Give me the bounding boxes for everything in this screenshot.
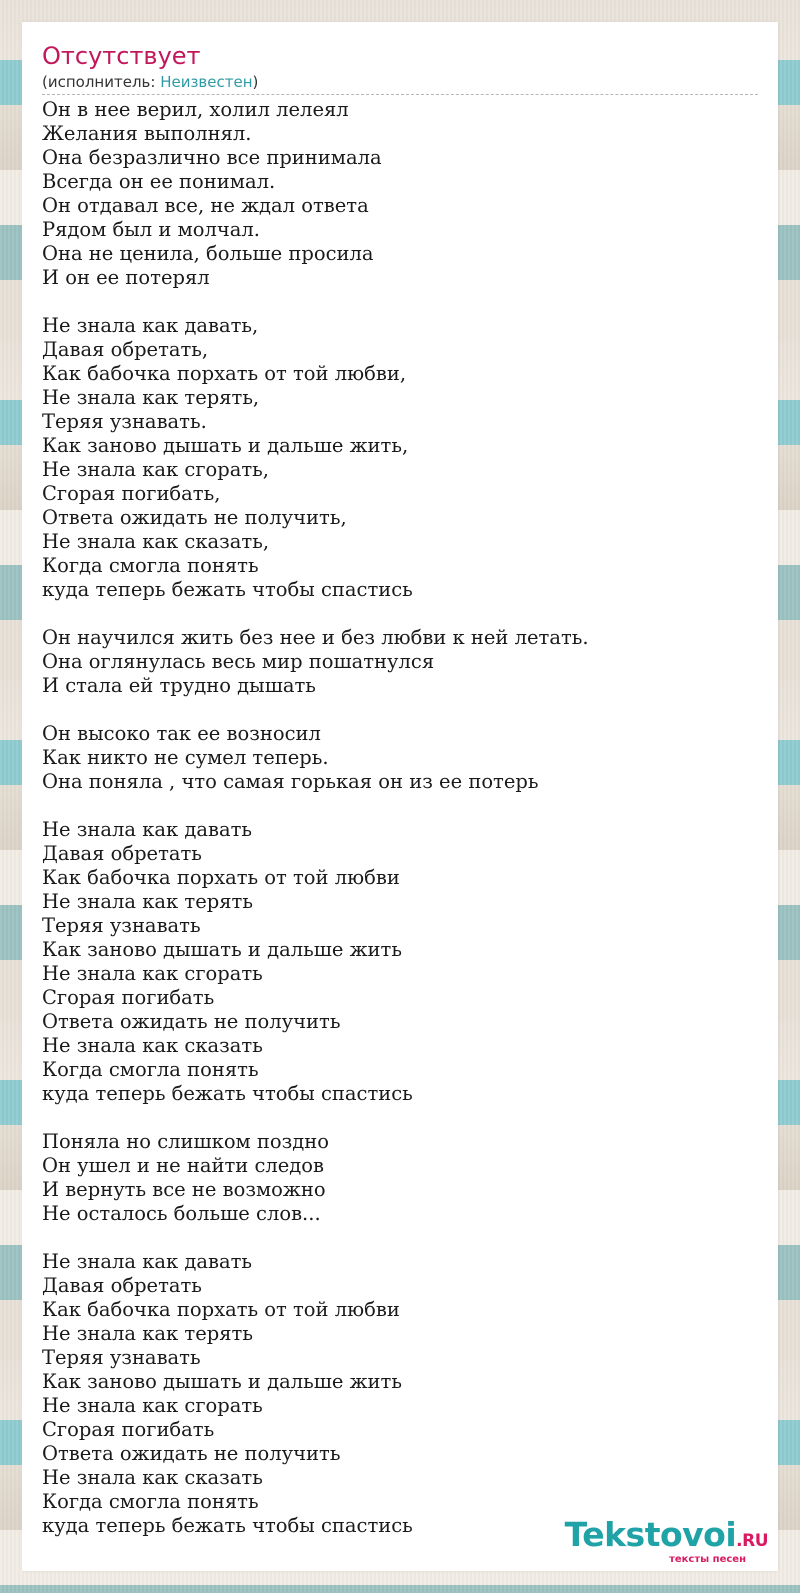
lyrics-stanza [42, 722, 758, 794]
lyrics-line: Как никто не сумел теперь. [42, 746, 329, 769]
lyrics-line: Она не ценила, больше просила [42, 242, 374, 265]
lyrics-stanza [42, 626, 758, 698]
lyrics-line: Он в нее верил, холил лелеял [42, 98, 349, 121]
song-title: Отсутствует [42, 42, 201, 70]
lyrics-stanza [42, 314, 758, 602]
lyrics-stanza [42, 1250, 758, 1538]
lyrics-line: Как бабочка порхать от той любви [42, 1298, 400, 1321]
lyrics-line: куда теперь бежать чтобы спастись [42, 1514, 413, 1537]
lyrics-line: Когда смогла понять [42, 554, 259, 577]
lyrics-line: Не знала как давать [42, 818, 253, 841]
lyrics-line: Не знала как давать [42, 1250, 253, 1273]
site-logo[interactable] [564, 1515, 768, 1565]
artist-link[interactable]: Неизвестен [160, 73, 253, 91]
lyrics-line: Сгорая погибать [42, 986, 215, 1009]
artist-suffix: ) [252, 73, 259, 91]
lyrics-line: Всегда он ее понимал. [42, 170, 276, 193]
logo-name: Tekstovoi [564, 1515, 737, 1554]
lyrics-line: Он научился жить без нее и без любви к ней летать. [42, 626, 589, 649]
lyrics-line: Как заново дышать и дальше жить [42, 938, 402, 961]
lyrics-line: Как бабочка порхать от той любви [42, 866, 400, 889]
lyrics-line: Не знала как терять [42, 1322, 253, 1345]
lyrics-card [22, 22, 778, 1571]
lyrics-line: Желания выполнял. [42, 122, 252, 145]
lyrics-line: Не знала как терять [42, 890, 253, 913]
lyrics-line: Ответа ожидать не получить [42, 1010, 341, 1033]
lyrics-stanza [42, 818, 758, 1106]
lyrics-line: Не знала как сгорать [42, 962, 263, 985]
lyrics-stanza [42, 98, 758, 290]
lyrics-line: Она оглянулась весь мир пошатнулся [42, 650, 435, 673]
lyrics-line: Она поняла , что самая горькая он из ее потерь [42, 770, 539, 793]
lyrics-line: Не знала как давать, [42, 314, 259, 337]
lyrics-line: Когда смогла понять [42, 1490, 259, 1513]
lyrics-line: Поняла но слишком поздно [42, 1130, 330, 1153]
lyrics-line: Как заново дышать и дальше жить [42, 1370, 402, 1393]
artist-prefix: (исполнитель: [42, 73, 161, 91]
lyrics-line: Как заново дышать и дальше жить, [42, 434, 409, 457]
lyrics-line: Теряя узнавать. [42, 410, 207, 433]
lyrics-line: Не знала как сказать [42, 1466, 263, 1489]
lyrics-line: Не знала как сказать [42, 1034, 263, 1057]
lyrics-text [42, 98, 758, 1562]
lyrics-line: И вернуть все не возможно [42, 1178, 326, 1201]
lyrics-line: И он ее потерял [42, 266, 210, 289]
lyrics-line: Он ушел и не найти следов [42, 1154, 325, 1177]
lyrics-line: Он высоко так ее возносил [42, 722, 321, 745]
lyrics-line: Не знала как сгорать [42, 1394, 263, 1417]
lyrics-line: И стала ей трудно дышать [42, 674, 316, 697]
lyrics-stanza [42, 1130, 758, 1226]
lyrics-line: Теряя узнавать [42, 1346, 201, 1369]
lyrics-line: Рядом был и молчал. [42, 218, 260, 241]
artist-line [42, 72, 258, 92]
lyrics-line: куда теперь бежать чтобы спастись [42, 578, 413, 601]
lyrics-line: куда теперь бежать чтобы спастись [42, 1082, 413, 1105]
lyrics-line: Ответа ожидать не получить, [42, 506, 347, 529]
title-divider [42, 94, 758, 95]
lyrics-line: Он отдавал все, не ждал ответа [42, 194, 369, 217]
lyrics-line: Сгорая погибать, [42, 482, 221, 505]
lyrics-line: Теряя узнавать [42, 914, 201, 937]
lyrics-line: Давая обретать [42, 842, 202, 865]
lyrics-line: Сгорая погибать [42, 1418, 215, 1441]
lyrics-line: Давая обретать, [42, 338, 209, 361]
logo-tagline: тексты песен [669, 1554, 746, 1565]
lyrics-line: Давая обретать [42, 1274, 202, 1297]
lyrics-line: Когда смогла понять [42, 1058, 259, 1081]
lyrics-line: Ответа ожидать не получить [42, 1442, 341, 1465]
lyrics-line: Как бабочка порхать от той любви, [42, 362, 407, 385]
lyrics-line: Не знала как терять, [42, 386, 260, 409]
logo-wordmark [564, 1515, 768, 1558]
lyrics-line: Не осталось больше слов... [42, 1202, 321, 1225]
lyrics-line: Не знала как сказать, [42, 530, 270, 553]
logo-tld: .RU [736, 1531, 768, 1551]
lyrics-line: Не знала как сгорать, [42, 458, 270, 481]
lyrics-line: Она безразлично все принимала [42, 146, 382, 169]
